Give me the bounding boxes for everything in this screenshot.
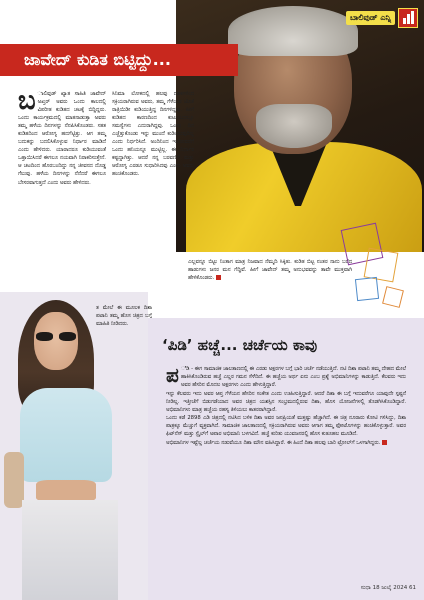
- article1-col2-text: ಸಿನಿಮಾ ಲೋಕದಲ್ಲಿ ಹಲವು ದಶಕಗಳಿಂದ ಸಕ್ರಿಯರಾಗಿರುವ ಅವರು, ತಮ್ಮ ಗೆಳೆಯರ ಜೊತೆ ರಾತ್ರಿಯಿಡೀ ಕುಡಿಯುತ್ತಿದ್ದ ದಿನಗಳಿದ್ದವು. ಹೀಗೆ ಕುಡಿತದ ಕಾರಣದಿಂದ ಕುಟುಂಬದಲ್ಲೂ ಸಮಸ್ಯೆಗಳು ಎದುರಾಗಿದ್ದವು. ಒಂದು ದಿನ ಎಚ್ಚೆತ್ತುಕೊಂಡು ಇನ್ನು ಮುಂದೆ ಕುಡಿಯುವುದಿಲ್ಲ ಎಂದು ನಿರ್ಧರಿಸಿದೆ. ಅಂದಿನಿಂದ ಇಂದಿನವರೆಗೆ ಒಂದು ಹನಿಯನ್ನೂ ಮುಟ್ಟಿಲ್ಲ. ಈ ನಿರ್ಧಾರ ಕಷ್ಟದ್ದಾಗಿತ್ತು. ಆದರೆ ನನ್ನ ಬರವಣಿಗೆ ಮತ್ತು ಆರೋಗ್ಯ ಎರಡೂ ಸುಧಾರಿಸಿದವು ಎಂದು ಅವರು ಹಂಚಿಕೊಂಡರು.: [112, 91, 194, 178]
- article2-dropcap: ಪ: [166, 363, 179, 387]
- article1-col3-text: ಎಲ್ಲವನ್ನೂ ಬಿಟ್ಟು ನಿಂತಾಗ ಮಾತ್ರ ನಿಜವಾದ ನೆಮ್ಮದಿ ಸಿಕ್ಕಿತು. ಕುಡಿತ ಬಿಟ್ಟ ನಂತರ ನಾನು ಬರೆದ ಹಾಡುಗಳು ಜನರ ಮನ ಗೆದ್ದಿವೆ. ಹೀಗೆ ಜಾವೇದ್ ತಮ್ಮ ಅನುಭವವನ್ನು ತಾವೇ ಮುಕ್ತವಾಗಿ ಹೇಳಿಕೊಂಡರು.: [188, 259, 352, 282]
- article1-column-3: [188, 258, 352, 282]
- end-mark-icon: [382, 440, 387, 445]
- deco-square: [382, 286, 404, 308]
- page-footer: ಸುಧಾ 18 ಜುಲೈ 2024 61: [360, 585, 416, 591]
- article2-paragraph-2: ಇನ್ನು ಕೆಲವರು ಇದು ಅವರ ಆಪ್ತ ಗೆಳೆಯನ ಹೆಸರಿನ ಸಂಕೇತ ಎಂದು ಊಹಿಸುತ್ತಿದ್ದಾರೆ. ಆದರೆ ದಿಶಾ ಈ ಬಗ್ಗೆ ಇದುವರೆಗೂ ಯಾವುದೇ ಸ್ಪಷ್ಟನೆ ನೀಡಿಲ್ಲ. ಇತ್ತೀಚೆಗೆ ಬಿಡುಗಡೆಯಾದ ಅವರ ಚಿತ್ರದ ಯಶಸ್ಸಿನ ಸಂಭ್ರಮದಲ್ಲಿರುವ ದಿಶಾ, ಹೊಸ ಯೋಜನೆಗಳಲ್ಲಿ ತೊಡಗಿಸಿಕೊಂಡಿದ್ದಾರೆ. ಅಭಿಮಾನಿಗಳು ಮಾತ್ರ ಹಚ್ಚೆಯ ರಹಸ್ಯ ತಿಳಿಯಲು ಕಾತರರಾಗಿದ್ದಾರೆ.: [166, 390, 406, 413]
- section-badge: [346, 8, 418, 28]
- article2-body: [166, 363, 406, 449]
- inset-text: ತ ಮೇಲೆ ಈ ಮೂಲಕ ದಿಶಾ ಪಟಾನಿ ತಮ್ಮ ಹೊಸ ಚಿತ್ರದ ಬಗ್ಗೆ ಮಾಹಿತಿ ನೀಡಿದರು.: [96, 305, 152, 327]
- article1-dropcap: ಬ: [18, 86, 36, 116]
- bag-shape: [4, 452, 24, 508]
- top-shape: [20, 388, 112, 482]
- end-mark-icon: [216, 275, 221, 280]
- article2-paragraph-3: ಒಂದು ಕಡೆ 2898 ಎಡಿ ಚಿತ್ರದಲ್ಲಿ ನಟಿಸಿದ ಬಳಿಕ ದಿಶಾ ಅವರ ಜನಪ್ರಿಯತೆ ಮತ್ತಷ್ಟು ಹೆಚ್ಚಾಗಿದೆ. ಈ ಚಿತ್ರ ನೂರಾರು ಕೋಟಿ ಗಳಿಸಿದ್ದು, ದಿಶಾ ಪಾತ್ರಕ್ಕೂ ಮೆಚ್ಚುಗೆ ವ್ಯಕ್ತವಾಗಿದೆ. ಸಾಮಾಜಿಕ ಜಾಲತಾಣದಲ್ಲಿ ಸಕ್ರಿಯರಾಗಿರುವ ಅವರು ಆಗಾಗ ತಮ್ಮ ಫೋಟೊಗಳನ್ನು ಹಂಚಿಕೊಳ್ಳುತ್ತಾರೆ. ಅವರ ಫಿಟ್‌ನೆಸ್ ಮತ್ತು ಸ್ಟೈಲ್‌ಗೆ ಅಪಾರ ಅಭಿಮಾನಿ ಬಳಗವಿದೆ. ಹಚ್ಚೆ ಕುರಿತು ಯುವಜನರಲ್ಲಿ ಹೊಸ ಕುತೂಹಲ ಮೂಡಿದೆ.: [166, 415, 406, 438]
- article2-paragraph-4: ಅಭಿಮಾನಿಗಳ ಇಷ್ಟೆಲ್ಲ ಚರ್ಚೆಯ ನಡುವೆಯೂ ದಿಶಾ ಮೌನ ವಹಿಸಿದ್ದಾರೆ. ಈ ಹಿಂದೆ ದಿಶಾ ಹಲವು ಬಾರಿ ಟ್ರೋಲ್‌ಗೆ ಒಳಗಾಗಿದ್ದರು.: [166, 440, 381, 447]
- hair-shape: [228, 6, 358, 56]
- article1-col1-text: ಾಲಿವುಡ್ ಖ್ಯಾತ ಸಾಹಿತಿ ಜಾವೇದ್ ಅಖ್ತರ್ ಅವರು ಒಂದು ಕಾಲದಲ್ಲಿ ವಿಪರೀತ ಕುಡಿತದ ಚಟಕ್ಕೆ ಬಿದ್ದಿದ್ದರು. ಒಂದು ಕಾರ್ಯಕ್ರಮದಲ್ಲಿ ಮಾತನಾಡುತ್ತಾ ಅವರು ತಮ್ಮ ಹಳೆಯ ದಿನಗಳನ್ನು ನೆನಪಿಸಿಕೊಂಡರು. ಸತತ ಕುಡಿತದಿಂದ ಆರೋಗ್ಯ ಹದಗೆಟ್ಟಿತ್ತು. ಆಗ ತಮ್ಮ ಬದುಕನ್ನು ಬದಲಿಸಿಕೊಳ್ಳುವ ನಿರ್ಧಾರ ಮಾಡಿದೆ ಎಂದು ಹೇಳಿದರು. ಯಾರಾದರೂ ಕುಡಿಯುವಂತೆ ಒತ್ತಾಯಿಸಿದರೆ ಈಗಲೂ ನಯವಾಗಿ ನಿರಾಕರಿಸುತ್ತೇನೆ. ಆ ಚಟದಿಂದ ಹೊರಬಂದಿದ್ದು ನನ್ನ ಜೀವನದ ದೊಡ್ಡ ಗೆಲುವು. ಹಳೆಯ ದಿನಗಳನ್ನು ನೆನೆದರೆ ಈಗಲೂ ಬೇಸರವಾಗುತ್ತದೆ ಎಂದು ಅವರು ಹೇಳಿದರು.: [18, 91, 106, 186]
- bar-logo-icon: [398, 8, 418, 28]
- waist-shape: [36, 480, 96, 502]
- article2-title: ‘ಪಿಡಿ’ ಹಚ್ಚೆ... ಚರ್ಚೆಯ ಕಾವು: [162, 336, 318, 354]
- article1-column-1: [18, 86, 106, 187]
- disha-photo: [0, 292, 148, 600]
- article2-paragraph-1: ಿಡಿ - ಈಗ ಸಾಮಾಜಿಕ ಜಾಲತಾಣದಲ್ಲಿ ಈ ಎರಡು ಅಕ್ಷರಗಳ ಬಗ್ಗೆ ಭಾರಿ ಚರ್ಚೆ ನಡೆಯುತ್ತಿದೆ. ನಟಿ ದಿಶಾ ಪಟಾನಿ ತಮ್ಮ ದೇಹದ ಮೇಲೆ ಹಾಕಿಸಿಕೊಂಡಿರುವ ಹಚ್ಚೆ ಎಲ್ಲರ ಗಮನ ಸೆಳೆದಿದೆ. ಈ ಹಚ್ಚೆಯ ಅರ್ಥ ಏನು ಎಂಬ ಪ್ರಶ್ನೆ ಅಭಿಮಾನಿಗಳನ್ನು ಕಾಡುತ್ತಿದೆ. ಕೆಲವರು ಇದು ಅವರ ಹೆಸರಿನ ಮೊದಲ ಅಕ್ಷರಗಳು ಎಂದು ಹೇಳುತ್ತಿದ್ದಾರೆ.: [180, 366, 406, 388]
- article1-continued-inset: [96, 304, 152, 328]
- javed-photo: [176, 0, 424, 252]
- sunglasses-shape: [36, 332, 76, 342]
- deco-square: [355, 277, 379, 301]
- beard-shape: [256, 104, 332, 148]
- article1-column-2: [112, 90, 194, 179]
- article1-title: ಜಾವೇದ್ ಕುಡಿತ ಬಿಟ್ಟಿದ್ದು...: [0, 44, 238, 76]
- section-badge-label: ಬಾಲಿವುಡ್ ಎನ್ನಿ: [346, 11, 395, 25]
- jeans-shape: [22, 500, 118, 600]
